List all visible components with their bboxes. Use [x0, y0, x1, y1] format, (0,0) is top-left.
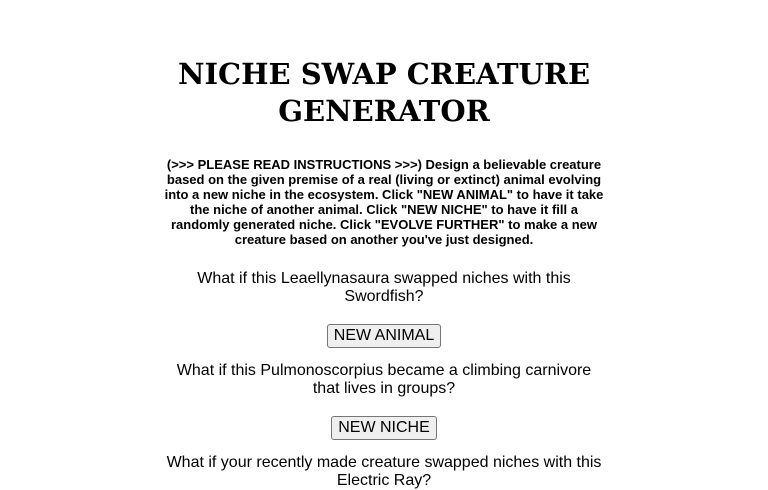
new-niche-row: [158, 416, 610, 440]
new-animal-button[interactable]: NEW ANIMAL: [327, 324, 441, 348]
evolve-prompt: What if your recently made creature swapped niches with this Electric Ray?: [166, 454, 602, 489]
main-column: [158, 56, 610, 490]
page-title: NICHE SWAP CREATURE GENERATOR: [177, 57, 591, 128]
niche-prompt: What if this Pulmonoscorpius became a climbing carnivore that lives in groups?: [176, 362, 592, 397]
new-animal-row: [158, 324, 610, 348]
instructions-text: (>>> PLEASE READ INSTRUCTIONS >>>) Design a believable creature based on the given premise of a real (living or extinct) animal evolving into a new niche in the ecosystem. Click "NEW ANIMAL" to have it take the niche of another animal. Click "NEW NICHE" to have it fill a randomly generated niche. Click "EVOLVE FURTHER" to make a new creature based on another you've just designed.: [164, 157, 604, 247]
new-niche-button[interactable]: NEW NICHE: [331, 416, 437, 440]
animal-swap-prompt: What if this Leaellynasaura swapped niches with this Swordfish?: [197, 270, 571, 305]
